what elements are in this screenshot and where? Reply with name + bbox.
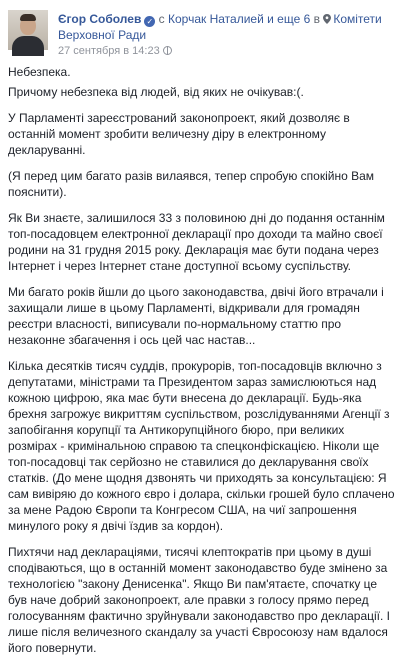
post-header — [8, 10, 396, 62]
post-paragraph: Як Ви знаєте, залишилося 33 з половиною дні до подання останнім топ-посадовцем електронної декларації про доходи та майно своєї родини на 31 грудня 2015 року. Декларація має бути подана через Інтернет і через Інтернет стане доступної всьому суспільству. — [8, 211, 385, 273]
location-link[interactable]: Комітети Верховної Ради — [58, 12, 382, 42]
post-paragraph: Причому небезпека від людей, від яких не очікував:(. — [8, 85, 304, 99]
post-paragraph: Пихтячи над деклараціями, тисячі клептократів при цьому в душі сподіваються, що в останній момент законодавство буде змінено за технологією "закону Денисенка". Якщо Ви пам'ятаєте, спочатку це був наче добрий законопроект, але правки з голосу прямо перед голосуванням фактично зруйнували законодавство про декларації. І лише після величезного скандалу за участі Євросоюзу нам вдалося його повернути. — [8, 545, 390, 655]
post-text — [8, 64, 396, 666]
with-prefix: с — [158, 12, 165, 26]
post-paragraph: Небезпека. — [8, 65, 71, 79]
tagged-people-link[interactable]: Корчак Наталией и еще 6 — [168, 12, 311, 26]
location-pin-icon — [323, 14, 331, 24]
post-paragraph: (Я перед цим багато разів вилаявся, тепер спробую спокійно Вам пояснити). — [8, 169, 375, 199]
post-paragraph: У Парламенті зареєстрований законопроект, який дозволяє в останній момент зробити величезну діру в електронному декларуванні. — [8, 111, 350, 157]
post-paragraph: Ми багато років йшли до цього законодавства, двічі його втрачали і захищали лише в цьому Парламенті, відкривали для громадян реєстри власності, виписували по-нормальному статтю про незаконне збагачення і ось цей час настав... — [8, 285, 384, 347]
globe-icon — [163, 46, 172, 55]
verified-icon: ✓ — [144, 16, 155, 27]
post-timestamp[interactable]: 27 сентября в 14:23 — [58, 45, 160, 57]
post-paragraph: Кілька десятків тисяч суддів, прокурорів, топ-посадовців включно з депутатами, міністрами та Президентом зараз замислюються над кожною цифрою, яка має бути внесена до декларації. Будь-яка брехня загрожує викриттям суспільством, розслідуваннями Агенції з запобігання корупції та Антикорупційного бюро, при великих розмірах - кримінальною справою та спецконфіскацією. Ніколи ще топ-посадовці так серйозно не ставилися до декларування своїх статків. (До мене щодня дзвонять чи приходять за консультацією: Я сам вивіряю до кожного євро і долара, скільки грошей було сплачено за мене Радою Європи та Конгресом США, на чиї запрошення минулого року я двічі їздив за кордон). — [8, 359, 395, 533]
post-meta — [58, 11, 396, 58]
location-prefix: в — [313, 12, 320, 26]
author-name[interactable]: Єгор Соболев — [58, 12, 142, 26]
avatar[interactable] — [8, 10, 48, 50]
